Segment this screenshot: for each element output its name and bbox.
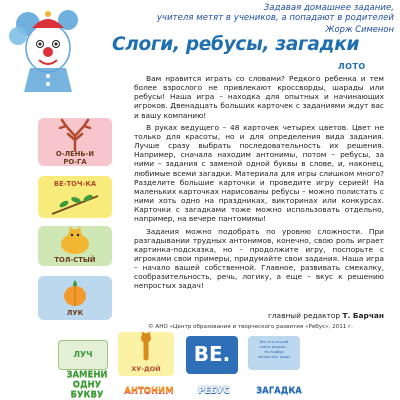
branch-icon [38,190,112,216]
card-deer-label-2: РО-ГА [63,158,87,166]
paragraph-3: Задания можно подобрать по уровню сложности. При разгадывании трудных антонимов, конечно, свою роль играет картинка-подсказка, но – продолжите игру, поспорьте с игроками свои примеры, придумайте свои задания. Наша игра – начало вашей собственной. Главное, развивать смекалку, сообразительность, речь, логику, а еще – вкус к решению непростых задач! [134,226,384,291]
card-cat [38,226,112,266]
thin-cat-icon [118,332,174,364]
onion-icon [38,276,112,308]
epigraph [124,3,394,34]
page-subtitle: ЛОТО [338,62,366,71]
page-title: Слоги, ребусы, загадки [112,34,360,55]
epigraph-line-2: учителя метят в учеников, а попадают в родителей [156,13,394,23]
speech-line-1: Все это случай [259,340,289,344]
copyright: © АНО «Центр образования и творческого развития «Ребус», 2011 г. [148,324,353,330]
body-text [134,74,384,294]
card-luch [58,340,108,370]
card-cat-label: ТОЛ-СТЫЙ [54,256,96,264]
speech-line-2: очень редкое – [259,345,289,349]
card-khudoy-label: ХУ-ДОЙ [131,365,161,373]
paragraph-1: Вам нравится играть со словами? Редкого ребенка и тем более взрослого не привлекают кроссворды, шарады или ребусы! Наша игра – находка для опытных и начинающих игроков. Двенадцать больших карточек с заданиями ждут вас и вашу компанию! [134,74,384,120]
zameni-line-1: ЗАМЕНИ [66,370,108,380]
editor-name: Т. Барчан [342,311,384,320]
antlers-icon [38,118,112,152]
epigraph-author: Жорж Сименон [325,24,394,34]
clown-illustration [6,6,106,92]
editor-line [154,311,384,320]
card-speech [248,336,300,370]
cat-icon [38,226,112,256]
card-branch [38,176,112,218]
card-branch-label: ВЕ-ТОЧ-КА [53,180,97,188]
speech-text [251,340,297,360]
card-onion [38,276,112,320]
speech-line-3: на подбор [264,350,284,354]
card-deer-label-1: О-ЛЕНЬ-И [55,150,95,158]
card-ve [186,336,238,374]
card-onion-label: ЛУК [66,309,84,317]
label-rebus: РЕБУС [198,386,230,396]
label-zagadka: ЗАГАДКА [256,386,302,396]
bottom-card-row [0,330,400,400]
zameni-line-3: БУКВУ [70,390,104,400]
paragraph-2: В руках ведущего – 48 карточек четырех цветов. Цвет не только для красоты, но и для определения вида задания. Лучше сразу выбрать последовательность их решения. Например, сначала находим антонимы, потом – ребусы, за ними – задания с заменой одной буквы в слове, и, наконец, любимые всеми загадки. Материала для игры слишком много? Разделите большие карточки и проведите игру серией! На маленьких карточках нарисованы ребусы – можно полистать с ними хоть одно на праздниках, викторинах или конкурсах. Карточки с загадками тоже можно использовать отдельно, например, на вечере пантомимы! [134,122,384,224]
editor-label: главный редактор [267,311,341,320]
zameni-line-2: ОДНУ [72,380,102,390]
card-ve-label: ВЕ. [193,342,231,366]
card-deer [38,118,112,166]
card-luch-label: ЛУЧ [73,350,93,359]
epigraph-line-1: Задавая домашнее задание, [263,3,394,13]
label-antonim: АНТОНИМ [124,386,174,396]
speech-line-4: непростых задач [257,355,291,359]
